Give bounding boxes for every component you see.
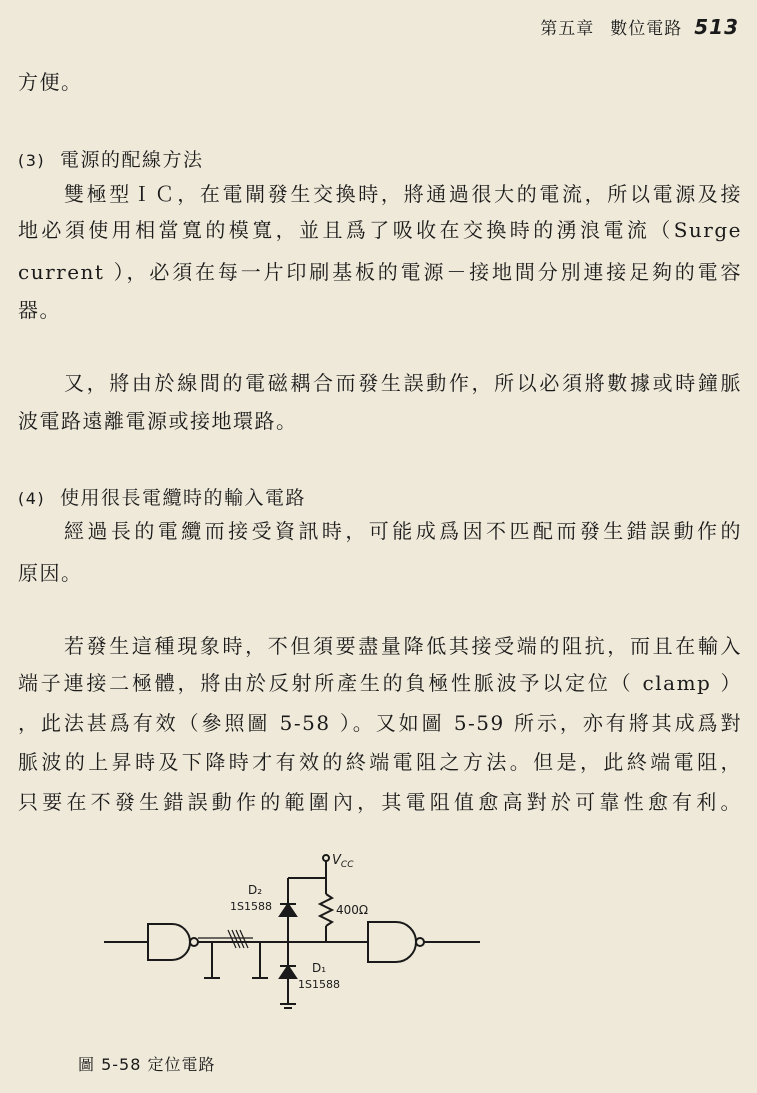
text-line: current ），必須在每一片印刷基板的電源－接地間分別連接足夠的電容 bbox=[18, 260, 742, 284]
input-gate-bubble bbox=[190, 938, 198, 946]
figure-caption: 圖 5-58 定位電路 bbox=[78, 1055, 216, 1074]
cable-break bbox=[228, 930, 248, 948]
chapter-label: 第五章 bbox=[540, 19, 595, 39]
text-line: 脈波的上昇時及下降時才有效的終端電阻之方法。但是，此終端電阻， bbox=[18, 750, 742, 774]
vcc-terminal bbox=[323, 855, 329, 861]
heading-title: 電源的配線方法 bbox=[60, 149, 204, 171]
section-heading-3 bbox=[18, 146, 742, 175]
input-nand-gate bbox=[148, 924, 190, 960]
text-line: 若發生這種現象時，不但須要盡量降低其接受端的阻抗，而且在輸入 bbox=[64, 634, 742, 658]
text-line: 又，將由於線間的電磁耦合而發生誤動作，所以必須將數據或時鐘脈 bbox=[64, 371, 742, 395]
running-header bbox=[540, 14, 739, 39]
text-line: 波電路遠離電源或接地環路。 bbox=[18, 409, 298, 433]
page-number: 513 bbox=[694, 15, 739, 39]
text-line: 經過長的電纜而接受資訊時，可能成爲因不匹配而發生錯誤動作的 bbox=[64, 519, 742, 543]
output-gate-bubble bbox=[416, 938, 424, 946]
text-line: 只要在不發生錯誤動作的範圍內，其電阻值愈高對於可靠性愈有利。 bbox=[18, 790, 742, 814]
heading-title: 使用很長電纜時的輸入電路 bbox=[60, 487, 307, 509]
text-line: 器。 bbox=[18, 298, 61, 322]
text-line: ，此法甚爲有效（參照圖 5-58 ）。又如圖 5-59 所示，亦有將其成爲對 bbox=[18, 711, 742, 735]
text-line: 原因。 bbox=[18, 561, 83, 585]
d2-label: D₂ bbox=[248, 883, 263, 897]
circuit-svg bbox=[98, 848, 498, 1028]
output-nand-gate bbox=[368, 922, 416, 962]
d2-part-number: 1S1588 bbox=[230, 900, 272, 913]
resistor-value: 400Ω bbox=[336, 903, 369, 917]
text-line: 地必須使用相當寬的模寬，並且爲了吸收在交換時的湧浪電流（Surge bbox=[18, 218, 742, 242]
resistor-icon bbox=[320, 894, 332, 926]
text-line: 雙極型ＩＣ，在電閘發生交換時，將通過很大的電流，所以電源及接 bbox=[64, 182, 742, 206]
text-line: 端子連接二極體，將由於反射所產生的負極性脈波予以定位（ clamp ） bbox=[18, 671, 742, 695]
diode-d1-icon bbox=[280, 966, 296, 978]
clamp-circuit-diagram bbox=[98, 848, 498, 1028]
vcc-label: $V_{CC}$ bbox=[332, 853, 354, 870]
diode-d2-icon bbox=[280, 904, 296, 916]
heading-number: (4) bbox=[18, 489, 46, 508]
heading-number: (3) bbox=[18, 151, 46, 170]
text-line: 方便。 bbox=[18, 70, 83, 94]
section-label: 數位電路 bbox=[610, 19, 683, 39]
d1-label: D₁ bbox=[312, 961, 327, 975]
section-heading-4 bbox=[18, 484, 742, 513]
d1-part-number: 1S1588 bbox=[298, 978, 340, 991]
